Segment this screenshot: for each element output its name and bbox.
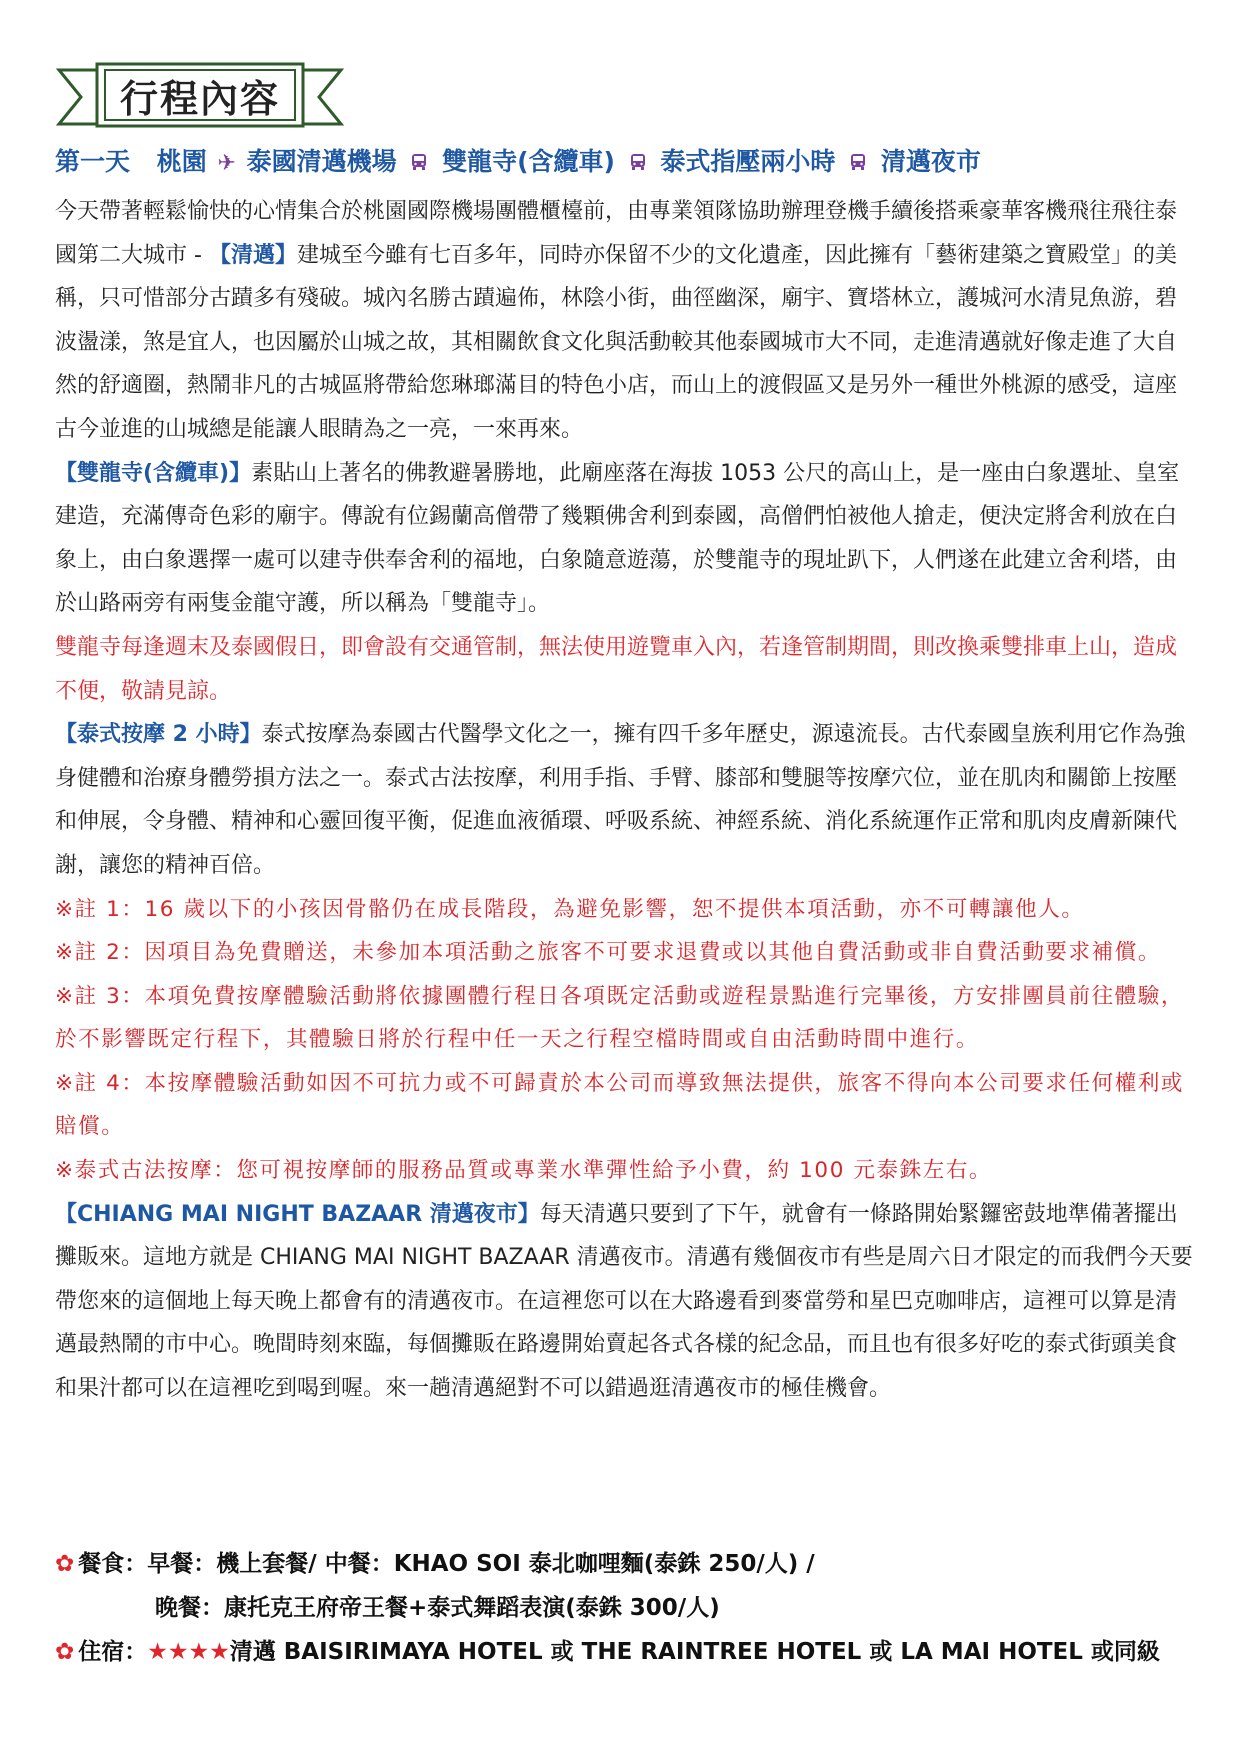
meals-and-hotel — [55, 1542, 1195, 1674]
traffic-notice: 雙龍寺每逢週末及泰國假日，即會設有交通管制，無法使用遊覽車入內，若逢管制期間，則改換乘雙排車上山，造成不便，敬請見諒。 — [55, 634, 1178, 704]
route-stop: 泰式指壓兩小時 — [660, 147, 836, 176]
paragraph-intro: 今天帶著輕鬆愉快的心情集合於桃園國際機場團體櫃檯前，由專業領隊協助辦理登機手續後搭乘豪華客機飛往飛往泰國第二大城市 - 【清邁】建城至今雖有七百多年，同時亦保留不少的文化遺產，因此擁有「藝術建築之寶殿堂」的美稱，只可惜部分古蹟多有殘破。城內名勝古蹟遍佈，林陰小街，曲徑幽深，廟宇、寶塔林立，護城河水清見魚游，碧波盪漾，煞是宜人，也因屬於山城之故，其相關飲食文化與活動較其他泰國城市大不同，走進清邁就好像走進了大自然的舒適圈，熱鬧非凡的古城區將帶給您琳瑯滿目的特色小店，而山上的渡假區又是另外一種世外桃源的感受，這座古今並進的山城總是能讓人眼睛為之一亮，一來再來。 — [55, 199, 1178, 442]
route-stop: 雙龍寺(含纜車) — [442, 147, 615, 176]
route-stop: 清邁夜市 — [880, 147, 981, 176]
highlight-massage: 【泰式按摩 2 小時】 — [55, 722, 262, 748]
dinner-row — [55, 1586, 1195, 1630]
massage-tip-note: ※泰式古法按摩：您可視按摩師的服務品質或專業水準彈性給予小費，約 100 元泰銖左右。 — [55, 1158, 993, 1184]
bus-icon — [630, 153, 646, 171]
itinerary-body — [55, 190, 1195, 1411]
hotel-label: 住宿： — [78, 1639, 148, 1665]
highlight-chiangmai: 【清邁】 — [208, 242, 297, 268]
highlight-night-bazaar: 【CHIANG MAI NIGHT BAZAAR 清邁夜市】 — [55, 1201, 540, 1227]
bus-icon — [411, 153, 427, 171]
meals-row — [55, 1542, 1195, 1586]
highlight-temple: 【雙龍寺(含纜車)】 — [55, 460, 252, 486]
flower-bullet-icon: ✿ — [55, 1551, 75, 1577]
paragraph-night-bazaar: 【CHIANG MAI NIGHT BAZAAR 清邁夜市】每天清邁只要到了下午，就會有一條路開始緊鑼密鼓地準備著擺出攤販來。這地方就是 CHIANG MAI NIGHT BAZAAR 清邁夜市。清邁有幾個夜市有些是周六日才限定的而我們今天要帶您來的這個地上每天晚上都會有的清邁夜市。在這裡您可以在大路邊看到麥當勞和星巴克咖啡店，這裡可以算是清邁最熱鬧的市中心。晚間時刻來臨，每個攤販在路邊開始賣起各式各樣的紀念品，而且也有很多好吃的泰式街頭美食和果汁都可以在這裡吃到喝到喔。來一趟清邁絕對不可以錯過逛清邁夜市的極佳機會。 — [55, 1201, 1193, 1402]
massage-note: ※註 3：本項免費按摩體驗活動將依據團體行程日各項既定活動或遊程景點進行完畢後，方安排團員前往體驗，於不影響既定行程下，其體驗日將於行程中任一天之行程空檔時間或自由活動時間中進行。 — [55, 983, 1185, 1053]
route-stop: 泰國清邁機場 — [246, 147, 397, 176]
day-label: 第一天 — [55, 147, 131, 176]
star-rating: ★★★★ — [147, 1639, 230, 1665]
bus-icon — [850, 153, 866, 171]
massage-note: ※註 1：16 歲以下的小孩因骨骼仍在成長階段，為避免影響，恕不提供本項活動，亦不可轉讓他人。 — [55, 896, 1085, 922]
hotel-row — [55, 1630, 1195, 1674]
section-title: 行程內容 — [119, 76, 280, 121]
paragraph-massage: 【泰式按摩 2 小時】泰式按摩為泰國古代醫學文化之一，擁有四千多年歷史，源遠流長。古代泰國皇族利用它作為強身健體和治療身體勞損方法之一。泰式古法按摩，利用手指、手臂、膝部和雙腿等按摩穴位，並在肌肉和關節上按壓和伸展，令身體、精神和心靈回復平衡，促進血液循環、呼吸系統、神經系統、消化系統運作正常和肌肉皮膚新陳代謝，讓您的精神百倍。 — [55, 722, 1186, 878]
plane-icon: ✈ — [217, 151, 236, 176]
hotel-text: 清邁 BAISIRIMAYA HOTEL 或 THE RAINTREE HOTEL 或 LA MAI HOTEL 或同級 — [229, 1639, 1160, 1665]
dinner-line: 晚餐：康托克王府帝王餐+泰式舞蹈表演(泰銖 300/人) — [155, 1595, 720, 1621]
massage-note: ※註 2：因項目為免費贈送，未參加本項活動之旅客不可要求退費或以其他自費活動或非自費活動要求補償。 — [55, 940, 1161, 966]
flower-bullet-icon: ✿ — [55, 1639, 75, 1665]
massage-note: ※註 4：本按摩體驗活動如因不可抗力或不可歸責於本公司而導致無法提供，旅客不得向本公司要求任何權利或賠償。 — [55, 1070, 1185, 1140]
section-banner — [55, 62, 345, 132]
meals-line: 餐食：早餐：機上套餐/ 中餐：KHAO SOI 泰北咖哩麵(泰銖 250/人) / — [78, 1551, 815, 1577]
day-heading — [55, 142, 1195, 178]
paragraph-temple: 【雙龍寺(含纜車)】素貼山上著名的佛教避暑勝地，此廟座落在海拔 1053 公尺的高山上，是一座由白象選址、皇室建造，充滿傳奇色彩的廟宇。傳說有位錫蘭高僧帶了幾顆佛舍利到泰國，高僧們怕被他人搶走，便決定將舍利放在白象上，由白象選擇一處可以建寺供奉舍利的福地，白象隨意遊蕩，於雙龍寺的現址趴下，人們遂在此建立舍利塔，由於山路兩旁有兩隻金龍守護，所以稱為「雙龍寺」。 — [55, 460, 1180, 617]
route-stop: 桃園 — [156, 147, 207, 176]
